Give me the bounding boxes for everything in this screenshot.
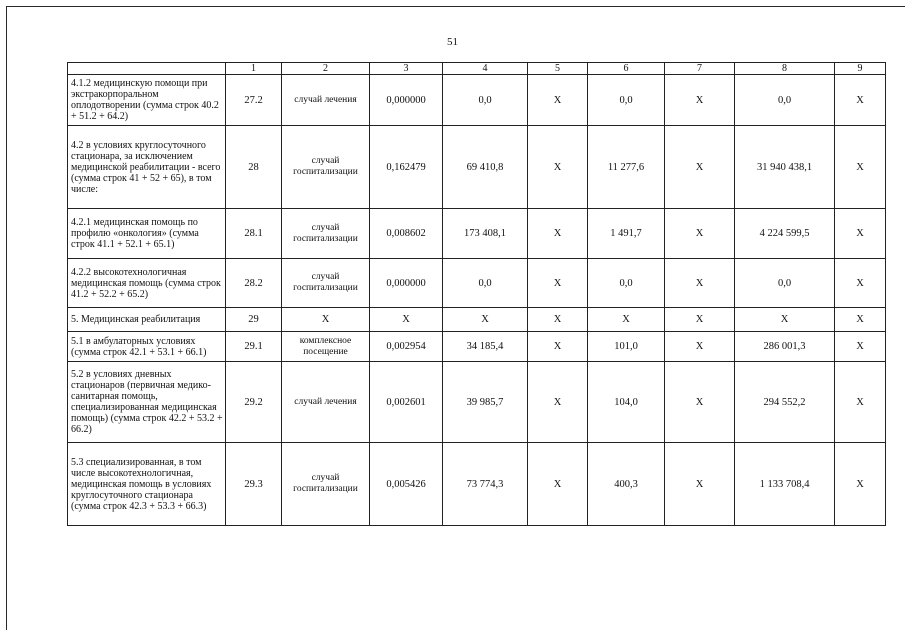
row-unit: случай госпитализации [282,443,370,526]
row-col5: X [528,75,588,126]
row-col9: X [835,362,886,443]
column-number-cell: 9 [835,63,886,75]
row-col8: 1 133 708,4 [735,443,835,526]
row-col7: X [665,308,735,332]
row-col6: 11 277,6 [588,126,665,209]
row-col5: X [528,362,588,443]
row-name: 4.2.1 медицинская помощь по профилю «онкология» (сумма строк 41.1 + 52.1 + 65.1) [68,209,226,259]
table-row [68,362,886,443]
row-col3: 0,002601 [370,362,443,443]
table-row [68,75,886,126]
row-col8: 4 224 599,5 [735,209,835,259]
row-col8: 31 940 438,1 [735,126,835,209]
row-col5: X [528,259,588,308]
row-col9: X [835,75,886,126]
row-col8: 0,0 [735,75,835,126]
row-col9: X [835,443,886,526]
data-table [67,62,886,526]
row-col3: 0,162479 [370,126,443,209]
row-col5: X [528,126,588,209]
row-col6: 400,3 [588,443,665,526]
row-col5: X [528,209,588,259]
row-col3: 0,008602 [370,209,443,259]
row-col5: X [528,443,588,526]
row-col4: 173 408,1 [443,209,528,259]
row-unit: X [282,308,370,332]
row-col7: X [665,443,735,526]
page-edge-top [6,6,905,7]
row-col5: X [528,332,588,362]
row-code: 29 [226,308,282,332]
column-number-cell: 1 [226,63,282,75]
row-col6: 0,0 [588,75,665,126]
row-col8: 286 001,3 [735,332,835,362]
row-col6: X [588,308,665,332]
row-col4: 69 410,8 [443,126,528,209]
row-unit: случай госпитализации [282,259,370,308]
row-col8: 294 552,2 [735,362,835,443]
row-col3: X [370,308,443,332]
row-col4: 34 185,4 [443,332,528,362]
row-col6: 0,0 [588,259,665,308]
row-col9: X [835,259,886,308]
row-col8: X [735,308,835,332]
column-number-cell: 7 [665,63,735,75]
row-name: 4.2.2 высокотехнологичная медицинская помощь (сумма строк 41.2 + 52.2 + 65.2) [68,259,226,308]
column-number-cell: 5 [528,63,588,75]
row-code: 28.2 [226,259,282,308]
row-unit: случай госпитализации [282,209,370,259]
row-code: 27.2 [226,75,282,126]
row-col7: X [665,332,735,362]
row-name: 5.1 в амбулаторных условиях (сумма строк 42.1 + 53.1 + 66.1) [68,332,226,362]
row-name: 5.3 специализированная, в том числе высокотехнологичная, медицинская помощь в условиях круглосуточного стационара (сумма строк 42.3 + 53.3 + 66.3) [68,443,226,526]
table-row [68,259,886,308]
row-col6: 101,0 [588,332,665,362]
column-number-cell: 2 [282,63,370,75]
row-col7: X [665,362,735,443]
row-col9: X [835,308,886,332]
row-unit: случай лечения [282,362,370,443]
column-number-cell: 4 [443,63,528,75]
row-code: 28.1 [226,209,282,259]
row-col8: 0,0 [735,259,835,308]
table-row [68,332,886,362]
row-code: 28 [226,126,282,209]
row-name: 4.2 в условиях круглосуточного стационара, за исключением медицинской реабилитации - всего (сумма строк 41 + 52 + 65), в том числе: [68,126,226,209]
row-col7: X [665,75,735,126]
column-number-cell: 6 [588,63,665,75]
row-col3: 0,002954 [370,332,443,362]
row-col6: 1 491,7 [588,209,665,259]
row-col3: 0,000000 [370,75,443,126]
row-unit: комплексное посещение [282,332,370,362]
row-code: 29.1 [226,332,282,362]
row-col9: X [835,209,886,259]
row-code: 29.2 [226,362,282,443]
table-row [68,209,886,259]
row-name: 5.2 в условиях дневных стационаров (первичная медико-санитарная помощь, специализированная медицинская помощь) (сумма строк 42.2 + 53.2 + 66.2) [68,362,226,443]
row-col4: 0,0 [443,259,528,308]
row-col4: 39 985,7 [443,362,528,443]
row-col4: 73 774,3 [443,443,528,526]
row-name: 4.1.2 медицинскую помощи при экстракорпоральном оплодотворении (сумма строк 40.2 + 51.2 + 64.2) [68,75,226,126]
row-col4: 0,0 [443,75,528,126]
table-row [68,126,886,209]
row-unit: случай госпитализации [282,126,370,209]
row-col3: 0,005426 [370,443,443,526]
row-code: 29.3 [226,443,282,526]
page-edge-left [6,6,7,630]
column-number-row [68,63,886,75]
row-col7: X [665,126,735,209]
row-col4: X [443,308,528,332]
row-col7: X [665,209,735,259]
row-unit: случай лечения [282,75,370,126]
row-col5: X [528,308,588,332]
table-row [68,443,886,526]
column-number-cell: 3 [370,63,443,75]
table-row [68,308,886,332]
row-col6: 104,0 [588,362,665,443]
row-col9: X [835,332,886,362]
column-number-cell: 8 [735,63,835,75]
row-name: 5. Медицинская реабилитация [68,308,226,332]
row-col3: 0,000000 [370,259,443,308]
column-number-cell [68,63,226,75]
row-col9: X [835,126,886,209]
page-number: 51 [447,36,458,48]
row-col7: X [665,259,735,308]
